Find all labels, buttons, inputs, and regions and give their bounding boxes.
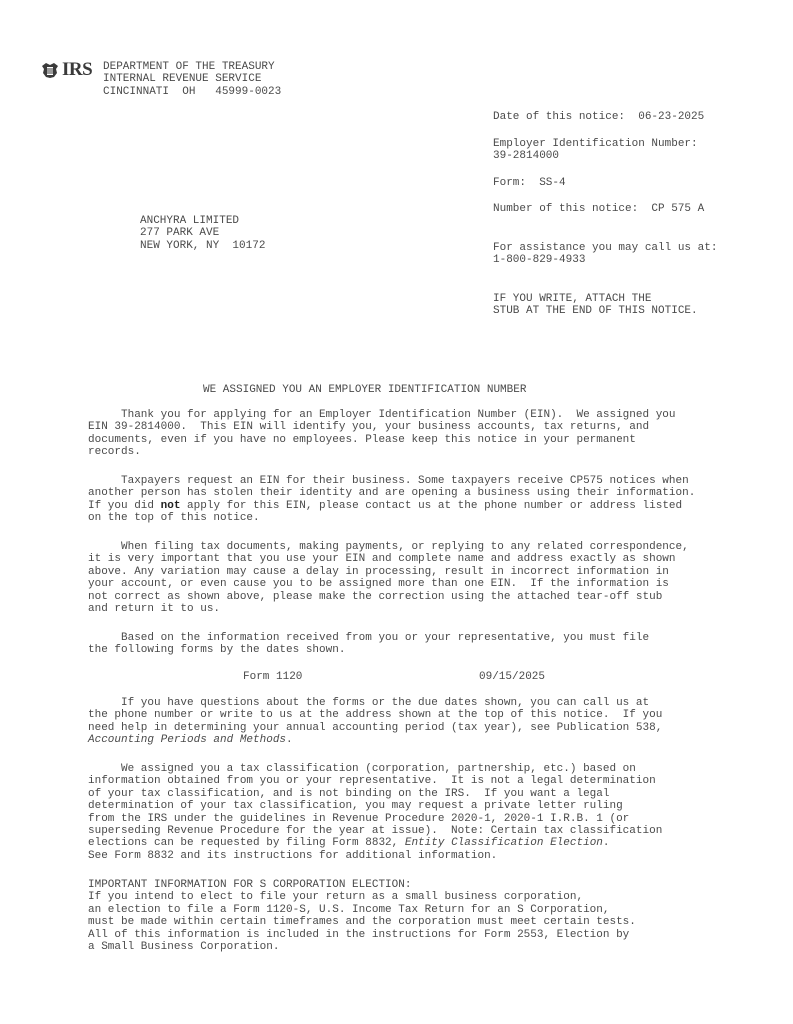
- recipient-city: NEW YORK, NY 10172: [140, 239, 266, 252]
- text-fragment: .: [602, 837, 610, 850]
- text-line: your account, or even cause you to be assigned more than one EIN. If the information is: [88, 578, 669, 591]
- recipient-address: [140, 215, 265, 252]
- text-fragment: elections can be requested by filing Form 8832,: [88, 837, 405, 850]
- agency-address: [103, 61, 281, 98]
- paragraph-forms-required: [88, 632, 778, 657]
- text-line: [88, 837, 778, 849]
- text-line: We assigned you a tax classification (corporation, partnership, etc.) based on: [88, 763, 636, 775]
- write-instruction-line: IF YOU WRITE, ATTACH THE: [493, 293, 652, 305]
- text-line: See Form 8832 and its instructions for additional information.: [88, 849, 498, 862]
- text-line: it is very important that you use your EIN and complete name and address exactly as shown: [88, 553, 676, 566]
- text-line: an election to file a Form 1120-S, U.S. Income Tax Return for an S Corporation,: [88, 903, 610, 916]
- emphasis-not: not: [160, 499, 181, 512]
- irs-logo-text: IRS: [62, 59, 93, 80]
- paragraph-filing-instructions: [88, 541, 778, 615]
- agency-line: INTERNAL REVENUE SERVICE: [103, 73, 262, 86]
- notice-date: Date of this notice: 06-23-2025: [493, 111, 705, 123]
- text-line: If you intend to elect to file your return as a small business corporation,: [88, 891, 584, 904]
- text-line: superseding Revenue Procedure for the year at issue). Note: Certain tax classification: [88, 825, 663, 838]
- text-line: not correct as shown above, please make the correction using the attached tear-off stub: [88, 590, 663, 603]
- form-line: Form: SS-4: [493, 177, 566, 189]
- notice-title: WE ASSIGNED YOU AN EMPLOYER IDENTIFICATION NUMBER: [203, 384, 527, 396]
- text-line: on the top of this notice.: [88, 512, 260, 525]
- text-fragment: If you did: [88, 499, 161, 512]
- notice-number: Number of this notice: CP 575 A: [493, 203, 705, 215]
- text-line: All of this information is included in the instructions for Form 2553, Election by: [88, 928, 630, 941]
- text-line: above. Any variation may cause a delay in processing, result in incorrect information in: [88, 565, 669, 578]
- text-line: Thank you for applying for an Employer Identification Number (EIN). We assigned you: [88, 409, 676, 421]
- paragraph-s-corp-election: [88, 879, 778, 953]
- text-line: the following forms by the dates shown.: [88, 644, 346, 657]
- text-line: If you have questions about the forms or the due dates shown, you can call us at: [88, 697, 650, 709]
- text-line: of your tax classification, and is not binding on the IRS. If you want a legal: [88, 787, 610, 800]
- text-line: need help in determining your annual accounting period (tax year), see Publication 538,: [88, 721, 663, 734]
- text-line: the phone number or write to us at the address shown at the top of this notice. If you: [88, 709, 663, 722]
- write-instruction-line: STUB AT THE END OF THIS NOTICE.: [493, 305, 698, 317]
- text-line: When filing tax documents, making payments, or replying to any related correspondence,: [88, 541, 689, 553]
- text-line: and return it to us.: [88, 603, 221, 616]
- irs-eagle-icon: [40, 60, 60, 80]
- text-line: Taxpayers request an EIN for their business. Some taxpayers receive CP575 notices when: [88, 475, 689, 487]
- text-line: a Small Business Corporation.: [88, 941, 280, 954]
- form-due-date: 09/15/2025: [479, 671, 546, 683]
- recipient-street: 277 PARK AVE: [140, 227, 220, 240]
- paragraph-identity-theft: [88, 475, 778, 525]
- publication-title: Accounting Periods and Methods: [88, 734, 287, 747]
- form-title: Entity Classification Election: [404, 837, 603, 850]
- text-line: another person has stolen their identity and are opening a business using their information.: [88, 487, 696, 500]
- assistance-phone: 1-800-829-4933: [493, 254, 586, 266]
- irs-logo: [40, 60, 92, 80]
- section-heading: IMPORTANT INFORMATION FOR S CORPORATION ELECTION:: [88, 879, 412, 891]
- text-fragment: apply for this EIN, please contact us at the phone number or address listed: [180, 499, 683, 512]
- ein-value: 39-2814000: [493, 150, 560, 162]
- text-line: from the IRS under the guidelines in Revenue Procedure 2020-1, 2020-1 I.R.B. 1 (or: [88, 812, 630, 825]
- assistance-label: For assistance you may call us at:: [493, 242, 718, 254]
- paragraph-questions: [88, 697, 778, 747]
- recipient-name: ANCHYRA LIMITED: [140, 215, 240, 227]
- text-line: determination of your tax classification, you may request a private letter ruling: [88, 800, 623, 813]
- text-line: [88, 500, 778, 512]
- text-line: must be made within certain timeframes and the corporation must meet certain tests.: [88, 916, 636, 929]
- form-due-name: Form 1120: [243, 671, 303, 683]
- text-line: EIN 39-2814000. This EIN will identify you, your business accounts, tax returns, and: [88, 421, 650, 434]
- text-fragment: .: [286, 734, 293, 747]
- text-line: documents, even if you have no employees. Please keep this notice in your permanent: [88, 433, 636, 446]
- text-line: Based on the information received from you or your representative, you must file: [88, 632, 650, 644]
- text-line: information obtained from you or your representative. It is not a legal determination: [88, 775, 656, 788]
- paragraph-ein-assigned: [88, 409, 778, 459]
- paragraph-tax-classification: [88, 763, 778, 862]
- text-line: [88, 734, 778, 746]
- agency-line: CINCINNATI OH 45999-0023: [103, 85, 282, 98]
- text-line: records.: [88, 446, 141, 459]
- ein-label: Employer Identification Number:: [493, 138, 698, 150]
- agency-line: DEPARTMENT OF THE TREASURY: [103, 61, 275, 73]
